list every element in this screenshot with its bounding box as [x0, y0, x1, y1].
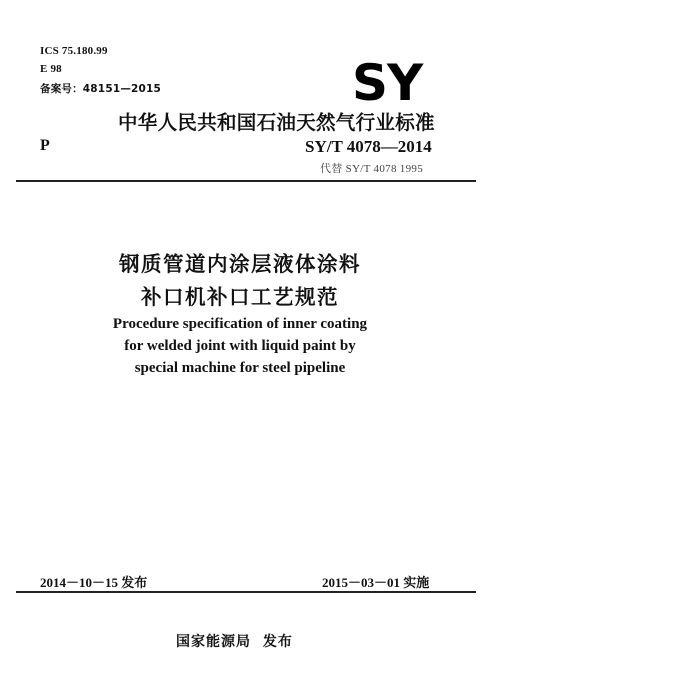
- title-chinese-line-1: 钢质管道内涂层液体涂料: [119, 252, 361, 276]
- record-number: 备案号：48151—2015: [40, 83, 162, 95]
- replaces-standard: 代替 SY/T 4078 1995: [320, 163, 423, 175]
- title-english-line-2: for welded joint with liquid paint by: [124, 338, 356, 354]
- top-divider: [16, 180, 476, 182]
- standard-number: SY/T 4078—2014: [305, 137, 432, 156]
- ccs-code: E 98: [40, 63, 62, 75]
- bottom-divider: [16, 591, 476, 593]
- title-english-line-1: Procedure specification of inner coating: [112, 316, 368, 332]
- issue-date: 2014－10－15 发布: [40, 575, 148, 590]
- sy-logo: SY: [352, 54, 423, 112]
- issuing-authority: 国家能源局 发布: [176, 634, 293, 650]
- category-code: P: [40, 137, 50, 154]
- ics-code: ICS 75.180.99: [40, 45, 108, 57]
- implementation-date: 2015－03－01 实施: [322, 575, 430, 590]
- title-english-line-3: special machine for steel pipeline: [134, 360, 346, 376]
- title-chinese-line-2: 补口机补口工艺规范: [141, 285, 339, 309]
- industry-standard-label: 中华人民共和国石油天然气行业标准: [118, 111, 435, 134]
